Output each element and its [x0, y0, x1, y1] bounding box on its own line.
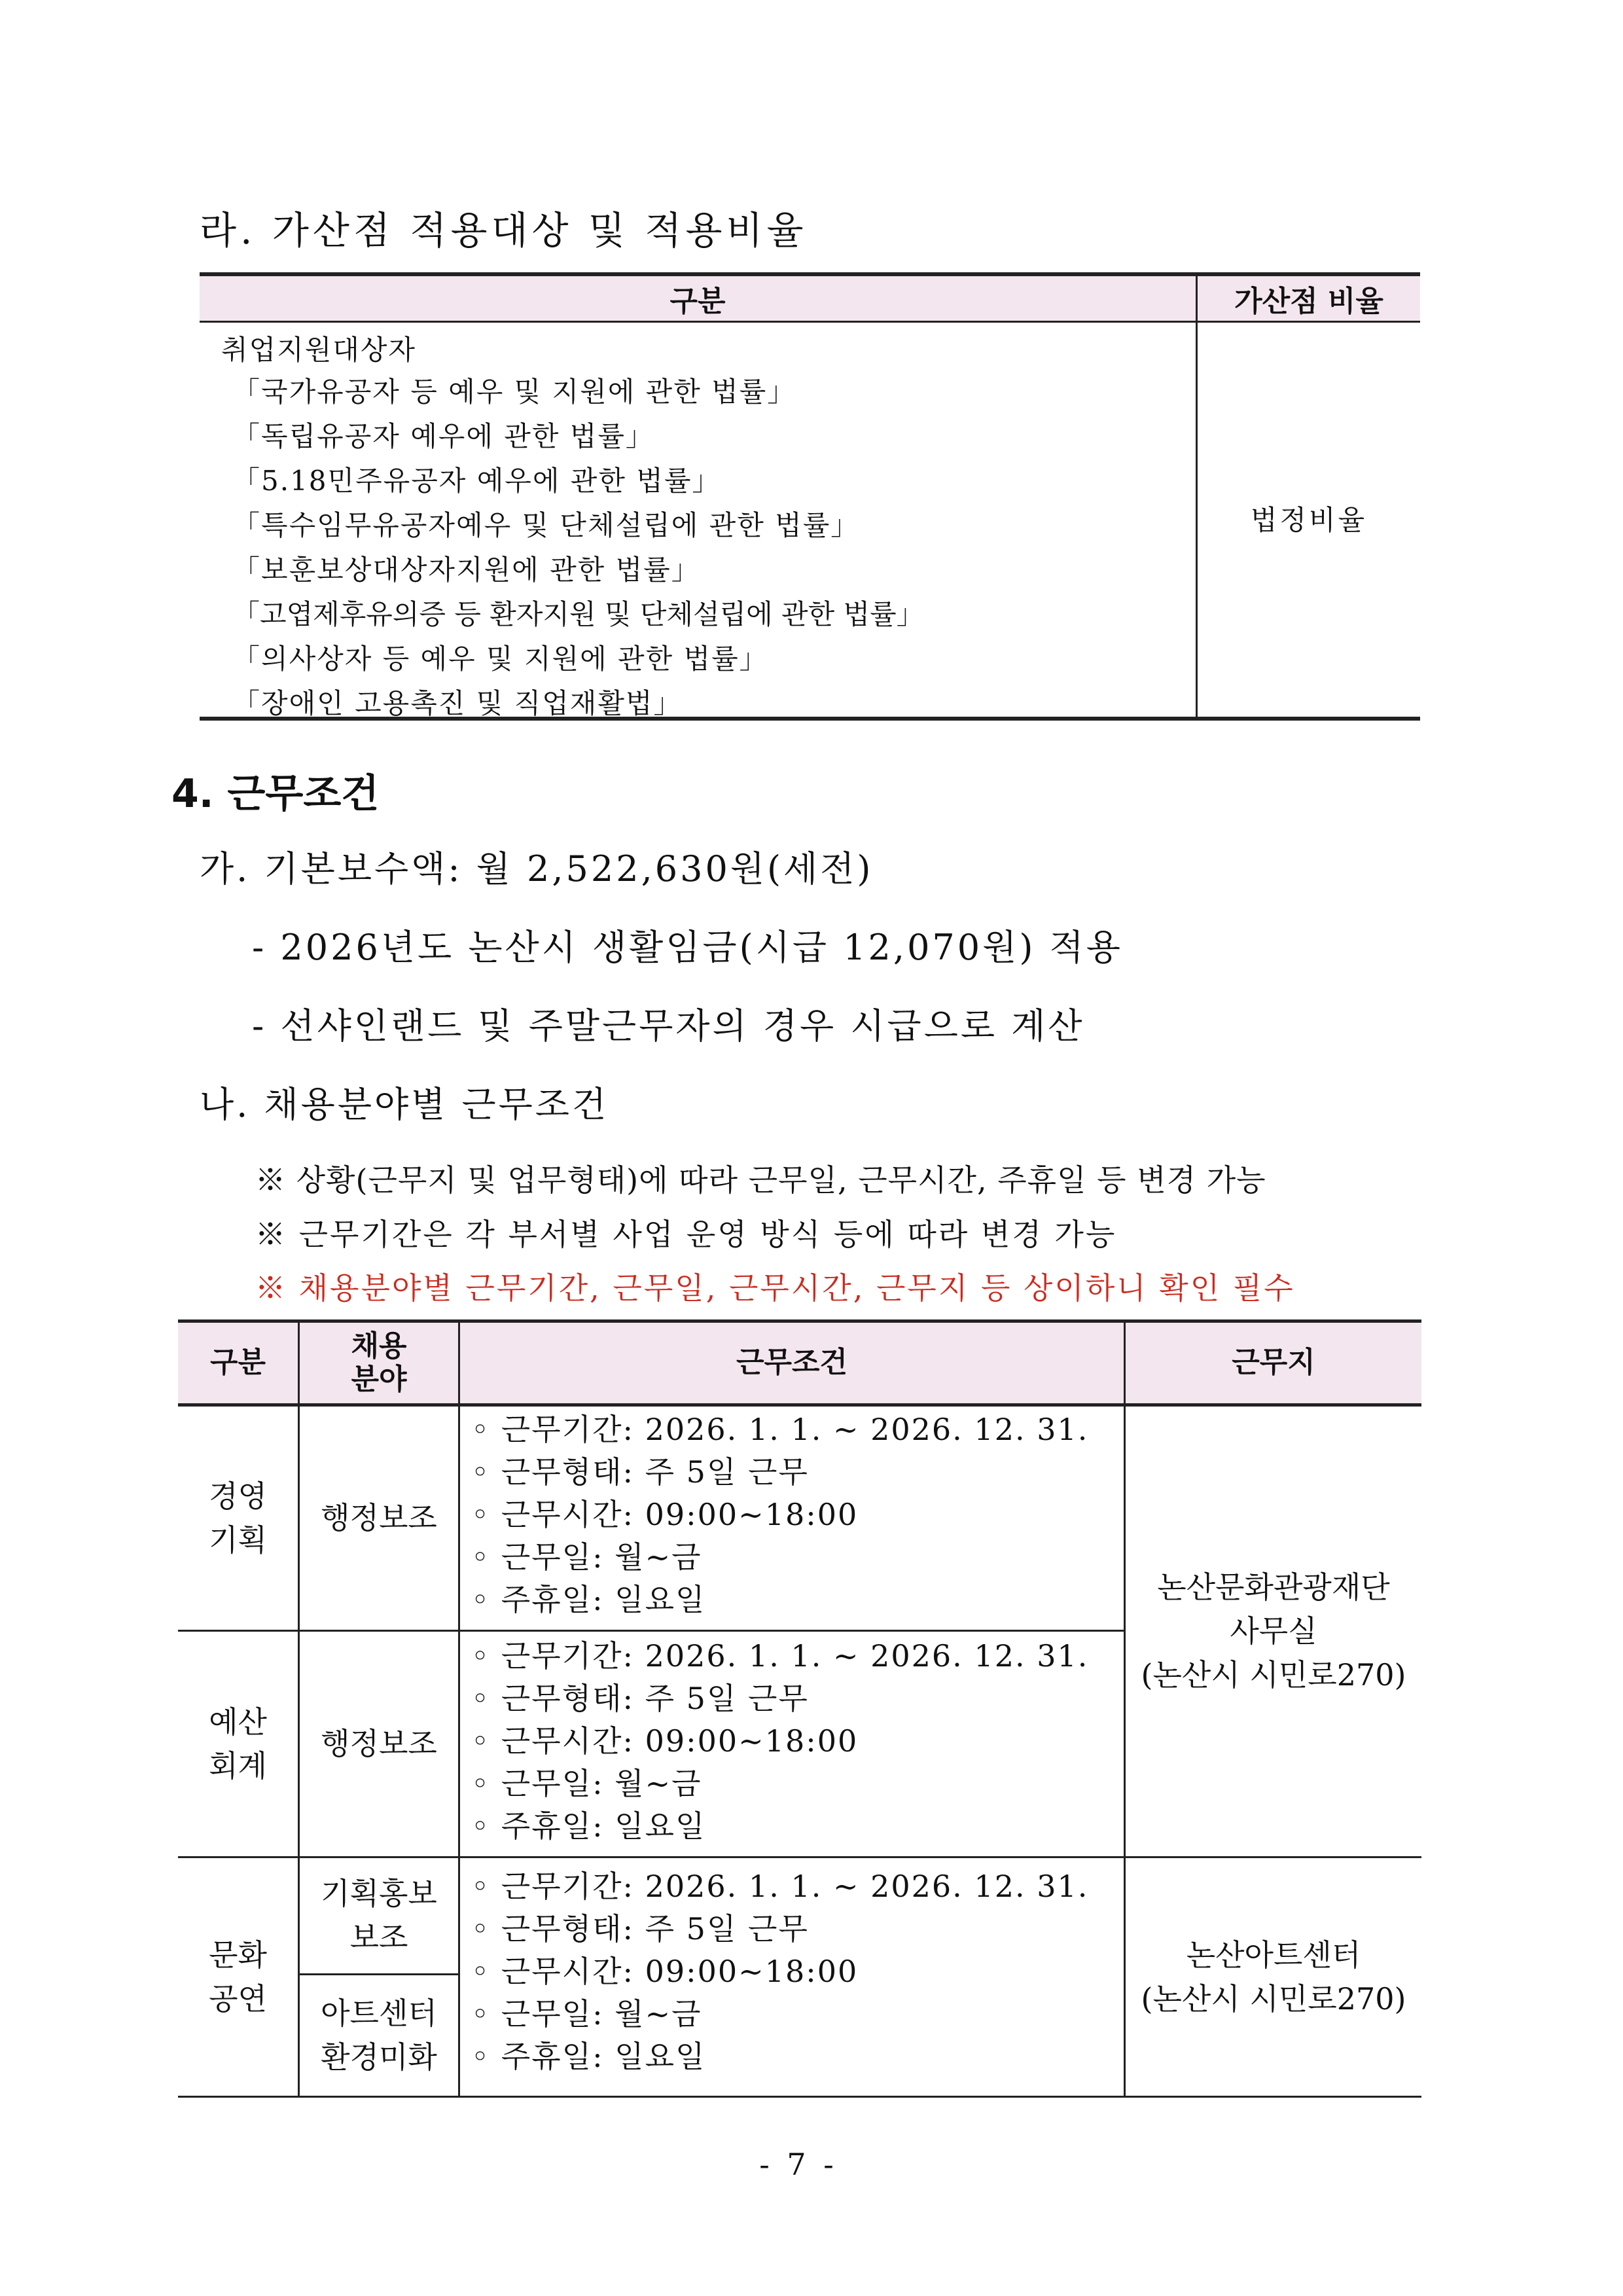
bonus-ratio: 법정비율	[1250, 504, 1368, 536]
category-line: 공연	[209, 1981, 267, 2017]
field-line: 아트센터	[321, 1996, 437, 2032]
field-cell: 행정보조	[321, 1726, 437, 1762]
table-header-conditions: 근무조건	[460, 1323, 1124, 1403]
condition-line: ◦ 근무일: 월~금	[471, 1766, 702, 1801]
location-cell	[1126, 1858, 1421, 2096]
condition-line: ◦ 주휴일: 일요일	[471, 1808, 706, 1844]
location-line: 사무실	[1230, 1613, 1317, 1649]
notice-line: ※ 근무기간은 각 부서별 사업 운영 방식 등에 따라 변경 가능	[255, 1217, 1117, 1252]
field-line: 보조	[349, 1920, 408, 1955]
bonus-target-row: 「의사상자 등 예우 및 지원에 관한 법률」	[232, 643, 768, 675]
category-line: 기획	[209, 1522, 267, 1558]
bonus-target-row: 「고엽제후유의증 등 환자지원 및 단체설립에 관한 법률」	[232, 598, 924, 630]
notice-line: ※ 상황(근무지 및 업무형태)에 따라 근무일, 근무시간, 주휴일 등 변경 가능	[255, 1162, 1266, 1198]
category-line: 경영	[209, 1478, 267, 1514]
table-header-field-line: 분야	[351, 1362, 407, 1396]
condition-line: ◦ 근무기간: 2026. 1. 1. ~ 2026. 12. 31.	[471, 1412, 1089, 1447]
bonus-target-row: 「5.18민주유공자 예우에 관한 법률」	[232, 465, 721, 497]
field-cell	[300, 1975, 458, 2096]
section-4-title: 4. 근무조건	[171, 771, 380, 817]
bonus-target-row: 「국가유공자 등 예우 및 지원에 관한 법률」	[232, 376, 796, 408]
bonus-table-header-category: 구분	[200, 276, 1196, 321]
work-conditions-title: 나. 채용분야별 근무조건	[200, 1084, 609, 1125]
condition-line: ◦ 주휴일: 일요일	[471, 1582, 706, 1617]
basic-pay-item: - 2026년도 논산시 생활임금(시급 12,070원) 적용	[252, 927, 1123, 968]
conditions-cell	[471, 1635, 1088, 1848]
section-ra-title: 라. 가산점 적용대상 및 적용비율	[200, 208, 808, 253]
page-number: - 7 -	[759, 2147, 838, 2182]
category-cell	[178, 1632, 298, 1856]
bonus-target-row: 「보훈보상대상자지원에 관한 법률」	[232, 554, 700, 586]
basic-pay-item: - 선샤인랜드 및 주말근무자의 경우 시급으로 계산	[252, 1005, 1085, 1047]
condition-line: ◦ 근무형태: 주 5일 근무	[471, 1454, 809, 1490]
field-cell: 행정보조	[321, 1500, 437, 1536]
condition-line: ◦ 근무형태: 주 5일 근무	[471, 1911, 809, 1946]
location-line: (논산시 시민로270)	[1141, 1657, 1406, 1693]
category-cell	[178, 1858, 298, 2096]
location-line: 논산아트센터	[1186, 1937, 1361, 1973]
location-line: (논산시 시민로270)	[1141, 1981, 1406, 2017]
condition-line: ◦ 근무형태: 주 5일 근무	[471, 1681, 809, 1716]
condition-line: ◦ 근무시간: 09:00~18:00	[471, 1723, 859, 1759]
table-header-field-line: 채용	[351, 1329, 407, 1363]
bonus-table-header-ratio: 가산점 비율	[1198, 276, 1420, 321]
conditions-cell	[471, 1865, 1088, 2078]
location-line: 논산문화관광재단	[1157, 1570, 1390, 1605]
field-line: 기획홍보	[321, 1876, 437, 1912]
field-line: 환경미화	[321, 2039, 437, 2075]
condition-line: ◦ 근무시간: 09:00~18:00	[471, 1497, 859, 1532]
condition-line: ◦ 근무일: 월~금	[471, 1539, 702, 1575]
category-line: 문화	[209, 1937, 267, 1973]
condition-line: ◦ 근무기간: 2026. 1. 1. ~ 2026. 12. 31.	[471, 1869, 1089, 1904]
bonus-target-row: 취업지원대상자	[221, 334, 417, 366]
basic-pay-title: 가. 기본보수액: 월 2,522,630원(세전)	[200, 848, 874, 889]
condition-line: ◦ 근무일: 월~금	[471, 1996, 702, 2032]
condition-line: ◦ 근무기간: 2026. 1. 1. ~ 2026. 12. 31.	[471, 1638, 1089, 1674]
location-cell	[1126, 1407, 1421, 1856]
condition-line: ◦ 근무시간: 09:00~18:00	[471, 1954, 859, 1989]
table-header-field	[300, 1323, 458, 1403]
category-cell	[178, 1407, 298, 1630]
bonus-target-row: 「특수임무유공자예우 및 단체설립에 관한 법률」	[232, 509, 860, 541]
notice-line-important: ※ 채용분야별 근무기간, 근무일, 근무시간, 근무지 등 상이하니 확인 필수	[255, 1270, 1295, 1306]
bonus-target-row: 「장애인 고용촉진 및 직업재활법」	[232, 687, 683, 719]
condition-line: ◦ 주휴일: 일요일	[471, 2039, 706, 2074]
table-header-category: 구분	[178, 1323, 298, 1403]
table-header-location: 근무지	[1126, 1323, 1421, 1403]
category-line: 회계	[209, 1748, 267, 1784]
field-cell	[300, 1858, 458, 1973]
bonus-target-row: 「독립유공자 예우에 관한 법률」	[232, 420, 654, 452]
conditions-cell	[471, 1408, 1088, 1621]
category-line: 예산	[209, 1704, 267, 1740]
